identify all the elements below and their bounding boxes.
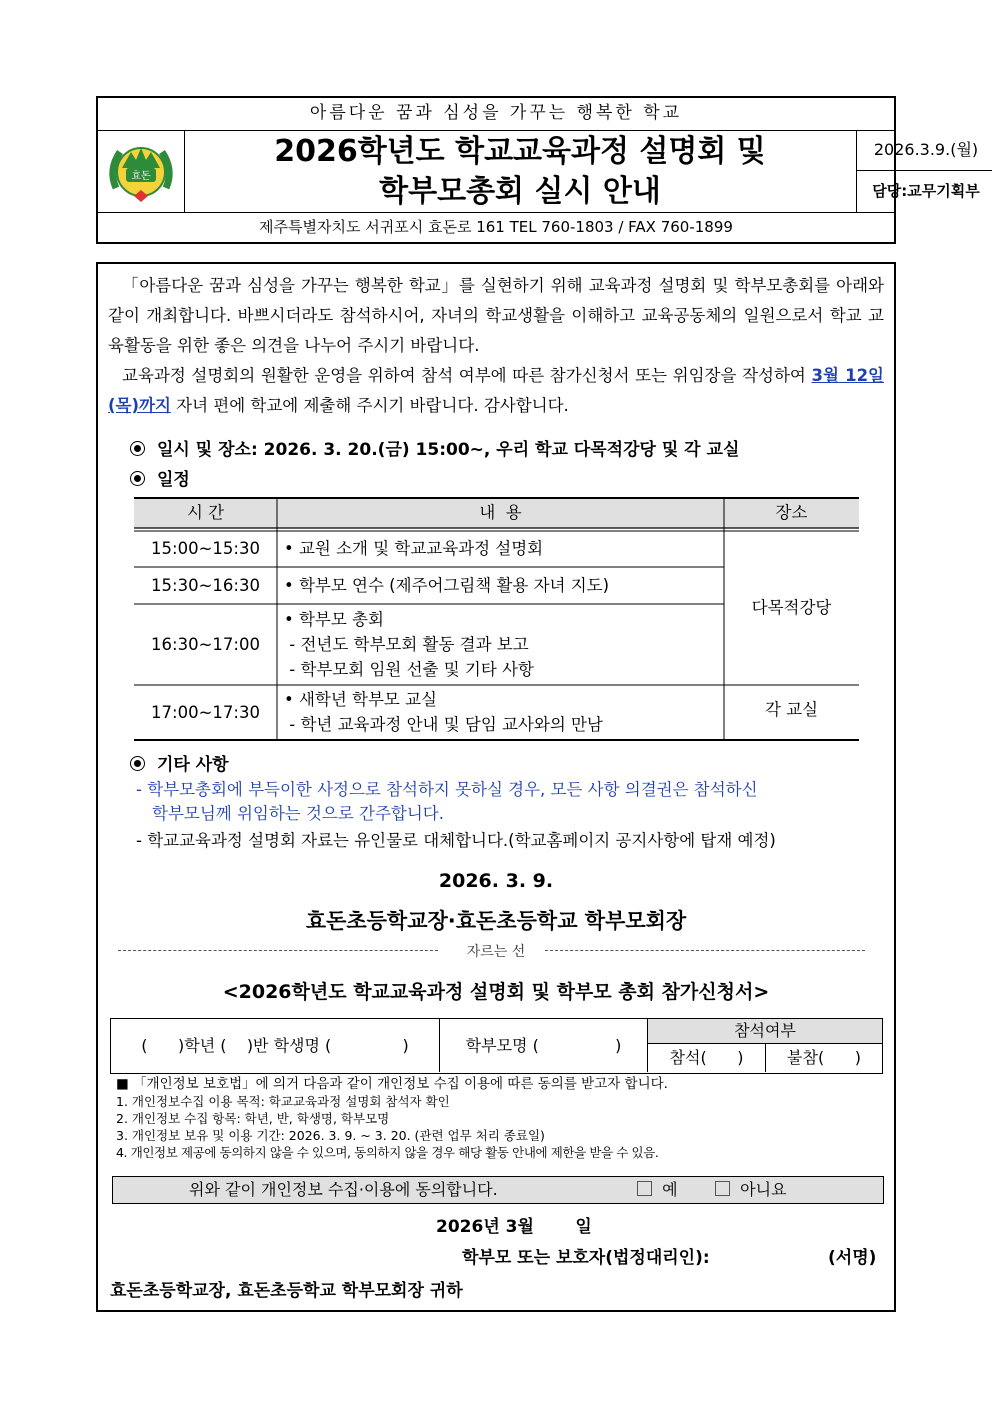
- intro-p2-tail: 자녀 편에 학교에 제출해 주시기 바랍니다. 감사합니다.: [170, 396, 569, 415]
- privacy-item: 2. 개인정보 수집 항목: 학년, 반, 학생명, 학부모명: [116, 1111, 390, 1126]
- privacy-item: 3. 개인정보 보유 및 이용 기간: 2026. 3. 9. ~ 3. 20. (관련 업무 처리 종료일): [116, 1128, 545, 1143]
- content-line: • 학부모 총회: [284, 610, 384, 629]
- row-time: 15:30~16:30: [151, 576, 260, 595]
- header-time: 시 간: [186, 503, 225, 522]
- student-field[interactable]: ( )학년 ( )반 학생명 ( ): [111, 1019, 440, 1072]
- section-label: 기타 사항: [157, 755, 229, 775]
- bullet-icon: [130, 471, 145, 486]
- school-address: 제주특별자치도 서귀포시 효돈로 161 TEL 760-1803 / FAX 760-1899: [98, 212, 894, 243]
- content-line: - 학부모회 임원 선출 및 기타 사항: [284, 660, 534, 679]
- school-logo: [98, 130, 185, 212]
- consent-yes-label: 예: [662, 1180, 678, 1199]
- attend-no-field[interactable]: 불참( ): [787, 1048, 861, 1067]
- school-motto: 아름다운 꿈과 심성을 가꾸는 행복한 학교: [98, 98, 894, 131]
- row-content: [284, 607, 719, 682]
- cut-line-label: 자르는 선: [466, 944, 526, 960]
- consent-bar: [112, 1176, 884, 1204]
- section-schedule: [130, 465, 190, 490]
- intro-paragraph-2: [108, 361, 884, 421]
- content-line: • 새학년 학부모 교실: [284, 690, 437, 709]
- privacy-lead: ■ 「개인정보 보호법」에 의거 다음과 같이 개인정보 수집 이용에 따른 동의를 받고자 합니다.: [116, 1076, 668, 1092]
- notice-date: 2026. 3. 9.: [438, 870, 554, 892]
- attend-yes-field[interactable]: 참석( ): [648, 1044, 766, 1072]
- footer-date: 2026년 3월 일: [436, 1217, 592, 1237]
- consent-text: 위와 같이 개인정보 수집·이용에 동의합니다.: [189, 1180, 498, 1199]
- bullet-icon: [130, 441, 145, 456]
- place-hall: 다목적강당: [751, 598, 832, 617]
- content-line: - 학년 교육과정 안내 및 담임 교사와의 만남: [284, 715, 603, 734]
- row-time: 15:00~15:30: [151, 539, 260, 558]
- footer-addressee: 효돈초등학교장, 효돈초등학교 학부모회장 귀하: [110, 1281, 463, 1301]
- header-content: 내 용: [479, 503, 522, 522]
- signature-field[interactable]: (서명): [828, 1248, 877, 1268]
- row-content: • 학부모 연수 (제주어그림책 활용 자녀 지도): [284, 576, 610, 595]
- department: 담당:교무기획부: [872, 182, 980, 200]
- row-content: [284, 687, 719, 737]
- consent-yes[interactable]: [637, 1177, 678, 1202]
- application-form: [110, 1018, 883, 1074]
- title-line-2: 학부모총회 실시 안내: [379, 174, 661, 209]
- bullet-icon: [130, 756, 145, 771]
- deadline: 3월 12일(목)까지: [108, 366, 884, 415]
- checkbox-icon[interactable]: [637, 1181, 652, 1196]
- school-emblem-icon: [98, 130, 184, 212]
- etc-item-1b: 학부모님께 위임하는 것으로 간주합니다.: [152, 804, 444, 823]
- header-box: [96, 96, 980, 244]
- issue-date: 2026.3.9.(월): [857, 130, 992, 171]
- section-label: 일정: [157, 470, 190, 490]
- row-time: 16:30~17:00: [151, 635, 260, 654]
- section-when-where: [130, 435, 739, 460]
- attend-header: 참석여부: [648, 1019, 882, 1044]
- header-side: [856, 130, 992, 212]
- privacy-item: 4. 개인정보 제공에 동의하지 않을 수 있으며, 동의하지 않을 경우 해당 활동 안내에 제한을 받을 수 있음.: [116, 1145, 659, 1160]
- consent-no[interactable]: [715, 1177, 787, 1202]
- document-title: [184, 130, 856, 212]
- place-classroom: 각 교실: [764, 700, 819, 719]
- footer-signer: 학부모 또는 보호자(법정대리인):: [462, 1248, 710, 1268]
- schedule-table: [134, 497, 859, 742]
- title-line-1: 2026학년도 학교교육과정 설명회 및: [274, 134, 766, 169]
- row-content: • 교원 소개 및 학교교육과정 설명회: [284, 539, 544, 558]
- row-time: 17:00~17:30: [151, 703, 260, 722]
- etc-item-1a: - 학부모총회에 부득이한 사정으로 참석하지 못하실 경우, 모든 사항 의결권은 참석하신: [136, 780, 758, 799]
- intro-p2-text: 교육과정 설명회의 원활한 운영을 위하여 참석 여부에 따른 참가신청서 또는 위임장을 작성하여: [122, 366, 812, 385]
- cut-line-right: [545, 950, 865, 951]
- etc-item-2: - 학교교육과정 설명회 자료는 유인물로 대체합니다.(학교홈페이지 공지사항에 탑재 예정): [136, 831, 776, 850]
- form-title: <2026학년도 학교교육과정 설명회 및 학부모 총회 참가신청서>: [222, 981, 770, 1003]
- notice-from: 효돈초등학교장·효돈초등학교 학부모회장: [305, 909, 687, 933]
- content-line: - 전년도 학부모회 활동 결과 보고: [284, 635, 529, 654]
- checkbox-icon[interactable]: [715, 1181, 730, 1196]
- section-etc: [130, 750, 229, 775]
- header-place: 장소: [775, 503, 808, 522]
- section-label: 일시 및 장소: 2026. 3. 20.(금) 15:00~, 우리 학교 다목적강당 및 각 교실: [157, 440, 740, 460]
- intro-paragraph-1: 「아름다운 꿈과 심성을 가꾸는 행복한 학교」를 실현하기 위해 교육과정 설명회 및 학부모총회를 아래와 같이 개최합니다. 바쁘시더라도 참석하시어, 자녀의 학교생활을 이해하고 교육공동체의 일원으로서 학교 교육활동을 위한 좋은 의견을 나누어 주시기 바랍니다.: [108, 276, 884, 355]
- cut-line-left: [118, 950, 438, 951]
- logo-text: 효돈: [131, 171, 151, 182]
- parent-name-field[interactable]: 학부모명 ( ): [440, 1019, 648, 1072]
- privacy-item: 1. 개인정보수집 이용 목적: 학교교육과정 설명회 참석자 확인: [116, 1094, 450, 1109]
- privacy-notice: [116, 1076, 891, 1161]
- consent-no-label: 아니요: [740, 1180, 787, 1199]
